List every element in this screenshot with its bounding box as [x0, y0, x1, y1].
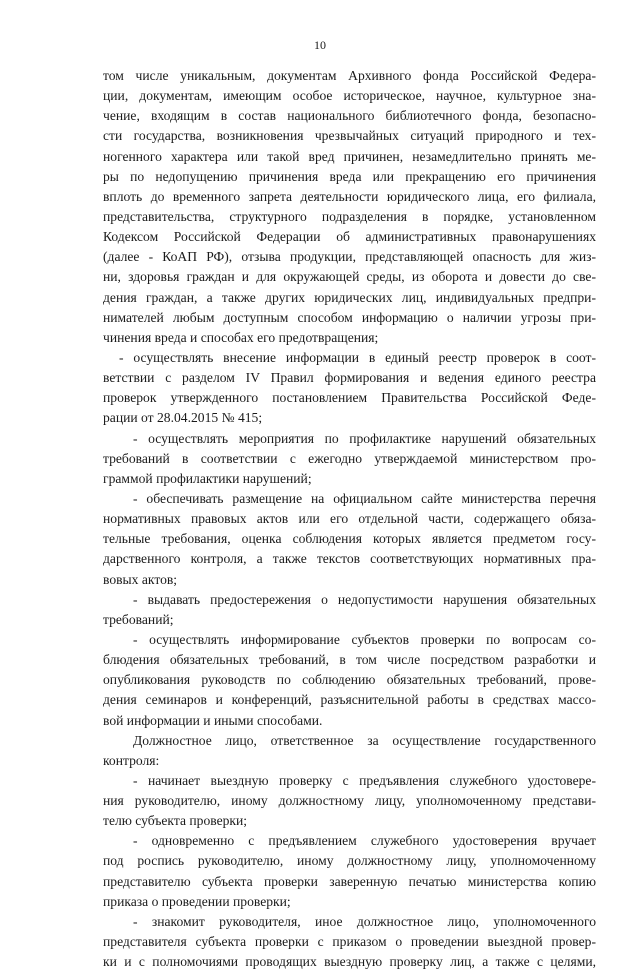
text-line: представительства, структурного подразделения в порядке, установленном: [103, 208, 596, 224]
text-line: том числе уникальным, документам Архивного фонда Российской Федера-: [103, 68, 596, 83]
text-line: - осуществлять мероприятия по профилактике нарушений обязательных: [133, 430, 596, 446]
text-line: телю субъекта проверки;: [103, 813, 248, 829]
text-line: - осуществлять информирование субъектов проверки по вопросам со-: [133, 631, 596, 647]
text-line: Кодексом Российской Федерации об административных правонарушениях: [103, 229, 596, 245]
text-line: ции, документам, имеющим особое историческое, научное, культурное зна-: [103, 88, 596, 104]
text-line: контроля:: [103, 752, 160, 768]
text-line: - начинает выездную проверку с предъявления служебного удостовере-: [133, 772, 596, 788]
text-line: под роспись руководителю, иному должностному лицу, уполномоченному: [103, 853, 596, 869]
text-line: дения семинаров и конференций, разъяснительной работы в средствах массо-: [103, 692, 596, 708]
text-line: требований;: [103, 611, 174, 627]
text-line: чинения вреда и способах его предотвращения;: [103, 329, 379, 345]
text-line: чение, входящим в состав национального библиотечного фонда, безопасно-: [103, 108, 596, 124]
text-line: ветствии с разделом IV Правил формирования и ведения единого реестра: [103, 370, 596, 386]
text-line: вплоть до временного запрета деятельности юридического лица, его филиала,: [103, 188, 596, 204]
text-line: ногенного характера или такой вред причинен, незамедлительно принять ме-: [103, 148, 596, 164]
text-line: требований в соответствии с ежегодно утверждаемой министерством про-: [103, 450, 596, 466]
text-line: граммой профилактики нарушений;: [103, 470, 312, 486]
text-line: опубликования руководств по соблюдению обязательных требований, прове-: [103, 672, 596, 688]
text-line: дарственного контроля, а также текстов соответствующих нормативных пра-: [103, 551, 596, 567]
text-line: проверок утвержденного постановлением Правительства Российской Феде-: [103, 390, 596, 406]
text-line: ния руководителю, иному должностному лицу, уполномоченному представи-: [103, 793, 596, 809]
text-line: ры по недопущению причинения вреда или прекращению его причинения: [103, 168, 596, 184]
text-line: дения граждан, а также других юридических лиц, индивидуальных предпри-: [103, 289, 596, 305]
text-line: Должностное лицо, ответственное за осуществление государственного: [133, 732, 596, 748]
text-line: тельные требования, оценка соблюдения которых является предметом госу-: [103, 531, 596, 547]
text-line: - одновременно с предъявлением служебного удостоверения вручает: [133, 833, 596, 849]
document-body: [103, 66, 596, 972]
text-line: представителю субъекта проверки заверенную печатью министерства копию: [103, 873, 596, 889]
text-line: нимателей любым доступным способом информацию о наличии угрозы при-: [103, 309, 596, 325]
text-line: сти государства, возникновения чрезвычайных ситуаций природного и тех-: [103, 128, 596, 144]
text-line: представителя субъекта проверки с приказом о проведении выездной провер-: [103, 934, 596, 950]
text-line: вой информации и иными способами.: [103, 712, 323, 728]
text-line: - знакомит руководителя, иное должностное лицо, уполномоченного: [133, 913, 596, 929]
text-line: рации от 28.04.2015 № 415;: [103, 410, 263, 426]
text-line: нормативных правовых актов или его отдельной части, содержащего обяза-: [103, 511, 596, 527]
text-line: (далее - КоАП РФ), отзыва продукции, представляющей опасность для жиз-: [103, 249, 596, 265]
text-line: ни, здоровья граждан и для окружающей среды, из оборота и довести до све-: [103, 269, 596, 285]
text-line: - выдавать предостережения о недопустимости нарушения обязательных: [133, 591, 596, 607]
text-line: - обеспечивать размещение на официальном сайте министерства перечня: [133, 490, 596, 506]
text-line: блюдения обязательных требований, в том числе посредством разработки и: [103, 652, 596, 668]
page-number: 10: [314, 38, 326, 52]
text-line: вовых актов;: [103, 571, 178, 587]
text-line: - осуществлять внесение информации в единый реестр проверок в соот-: [119, 349, 596, 365]
text-line: приказа о проведении проверки;: [103, 893, 291, 909]
text-line: ки и с полномочиями проводящих выездную проверку лиц, а также с целями,: [103, 954, 596, 970]
